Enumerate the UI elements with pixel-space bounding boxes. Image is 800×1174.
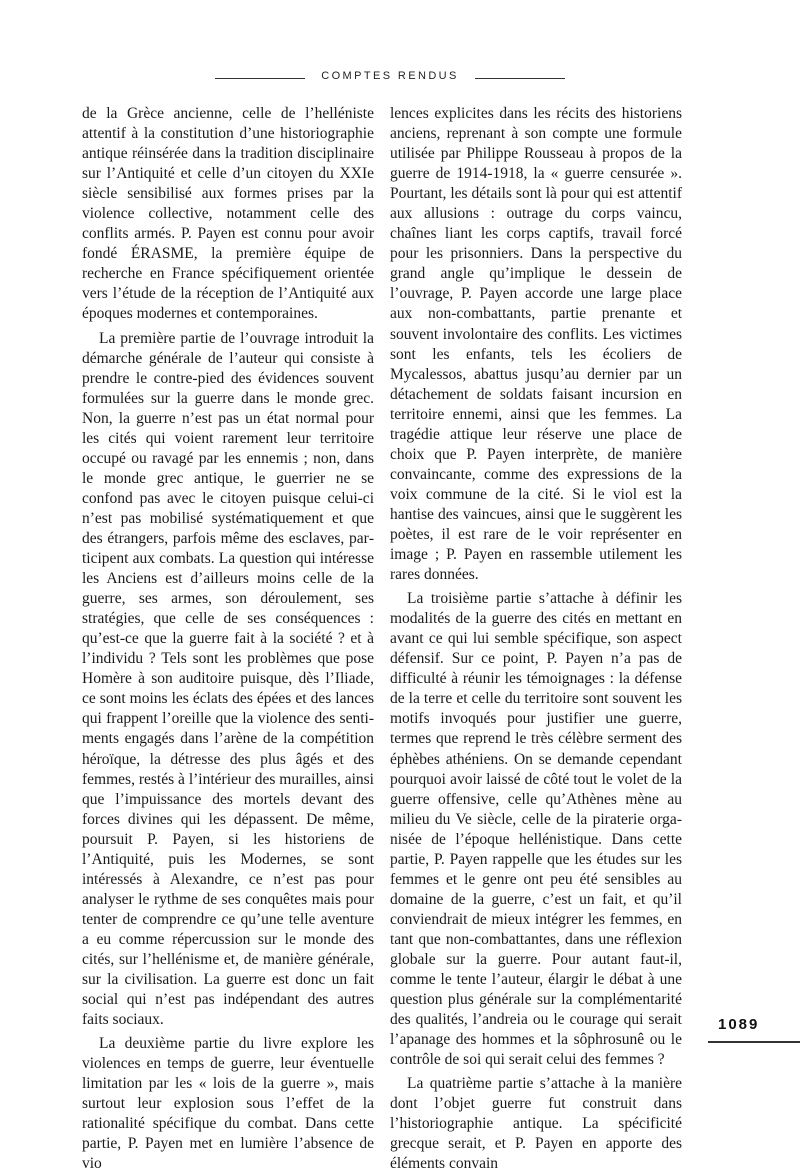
left-paragraph-1: de la Grèce ancienne, celle de l’helléniste attentif à la constitution d’une historiographie antique réinsérée dans la tradition disciplinaire sur l’Antiquité et celle d’un citoyen du XXIe siècle sensibilisé aux formes prises par la violence collective, notamment celle des conflits armés. P. Payen est connu pour avoir fondé ÉRASME, la première équipe de recherche en France spécifiquement orientée vers l’étude de la réception de l’Antiquité aux époques modernes et contemporaines. xyxy=(82,105,374,323)
running-header-title: COMPTES RENDUS xyxy=(321,70,459,82)
right-paragraph-2: La troisième partie s’attache à définir les modalités de la guerre des cités en mettant en avant ce qui lui semble spécifique, son aspect défensif. Sur ce point, P. Payen n’a pas de difficulté à réunir les témoignages : la défense de la terre et celle du territoire sont souvent les motifs invoqués pour justifier une guerre, termes que reprend le très célèbre serment des éphèbes athéniens. On se demande cependant pourquoi avoir laissé de côté tout le volet de la guerre offensive, celle qu’Athènes mène au milieu du Ve siècle, celle de la piraterie organisée de l’époque hellénistique. Dans cette partie, P. Payen rappelle que les études sur les femmes et le genre ont peu été sensibles au domaine de la guerre, c’est un fait, et qu’il conviendrait de mieux intégrer les femmes, en tant que non-combattantes, dans une réflexion globale sur la guerre. Pour autant faut-il, comme le tente l’auteur, élargir le débat à une question plus générale sur la complémentarité des qualités, l’andreia ou le courage qui serait l’apanage des hommes et la sôphrosunê ou le contrôle de soi qui serait celui des femmes ? xyxy=(390,590,682,1069)
page-number: 1089 xyxy=(718,1016,760,1033)
left-paragraph-2: La première partie de l’ouvrage introduit la démarche générale de l’auteur qui consiste à prendre le contre-pied des évidences souvent formulées sur la guerre dans le monde grec. Non, la guerre n’est pas un état normal pour les cités qui voient rarement leur territoire occupé ou ravagé par les ennemis ; non, dans le monde grec antique, le guerrier ne se confond pas avec le citoyen puisque celui-ci n’est pas mobilisé systématiquement et que des étrangers, parfois même des esclaves, participent aux combats. La question qui intéresse les Anciens est d’ailleurs moins celle de la guerre, ses armes, son déroulement, ses stratégies, que celle de ses conséquences : qu’est-ce que la guerre fait à la société ? et à l’individu ? Tels sont les problèmes que pose Homère à son auditoire puisque, dès l’Iliade, ce sont moins les éclats des épées et des lances qui frappent l’oreille que la violence des sentiments engagés dans l’arène de la compétition héroïque, la détresse des plus âgés et des femmes, restés à l’intérieur des murailles, ainsi que l’impuissance des mortels devant des forces divines qui les dépassent. De même, poursuit P. Payen, si les historiens de l’Antiquité, puis les Modernes, se sont intéressés à Alexandre, ce n’est pas pour analyser le rythme de ses conquêtes mais pour tenter de comprendre ce qu’une telle aventure a eu comme répercussion sur le monde des cités, sur l’hellénisme et, de manière générale, sur la civilisation. La guerre est donc un fait social qui n’est pas indépendant des autres faits sociaux. xyxy=(82,329,374,1029)
right-column xyxy=(390,104,682,1174)
left-column xyxy=(82,104,374,1174)
header-rule-left xyxy=(215,78,305,79)
header-rule-right xyxy=(475,78,565,79)
right-paragraph-3: La quatrième partie s’attache à la manière dont l’objet guerre fut construit dans l’historiographie antique. La spécificité grecque serait, et P. Payen en apporte des éléments convain xyxy=(390,1075,682,1173)
running-header xyxy=(0,68,800,88)
page-number-rule xyxy=(708,1041,800,1043)
right-paragraph-1: lences explicites dans les récits des historiens anciens, reprenant à son compte une formule utilisée par Philippe Rousseau à propos de la guerre de 1914-1918, la « guerre censurée ». Pourtant, les détails sont là pour qui est attentif aux allusions : outrage du corps vaincu, chaînes liant les corps captifs, travail forcé pour les prisonniers. Dans la perspective du grand angle qu’implique le dessein de l’ouvrage, P. Payen accorde une large place aux non-combattants, partie prenante et souvent involontaire des conflits. Les victimes sont les enfants, tels les écoliers de Mycalessos, abattus jusqu’au dernier par un détachement de soldats faisant incursion en territoire ennemi, ainsi que les femmes. La tragédie attique leur réserve une place de choix que P. Payen interprète, de manière convaincante, comme des expressions de la voix commune de la cité. Si le viol est la hantise des vaincues, ainsi que le suggèrent les poètes, il est rare de le voir représenter en image ; P. Payen en rassemble utilement les rares données. xyxy=(390,105,682,584)
left-paragraph-3: La deuxième partie du livre explore les violences en temps de guerre, leur éventuelle limitation par les « lois de la guerre », mais surtout leur explosion sous l’effet de la rationalité spécifique du combat. Dans cette partie, P. Payen met en lumière l’absence de vio xyxy=(82,1035,374,1173)
